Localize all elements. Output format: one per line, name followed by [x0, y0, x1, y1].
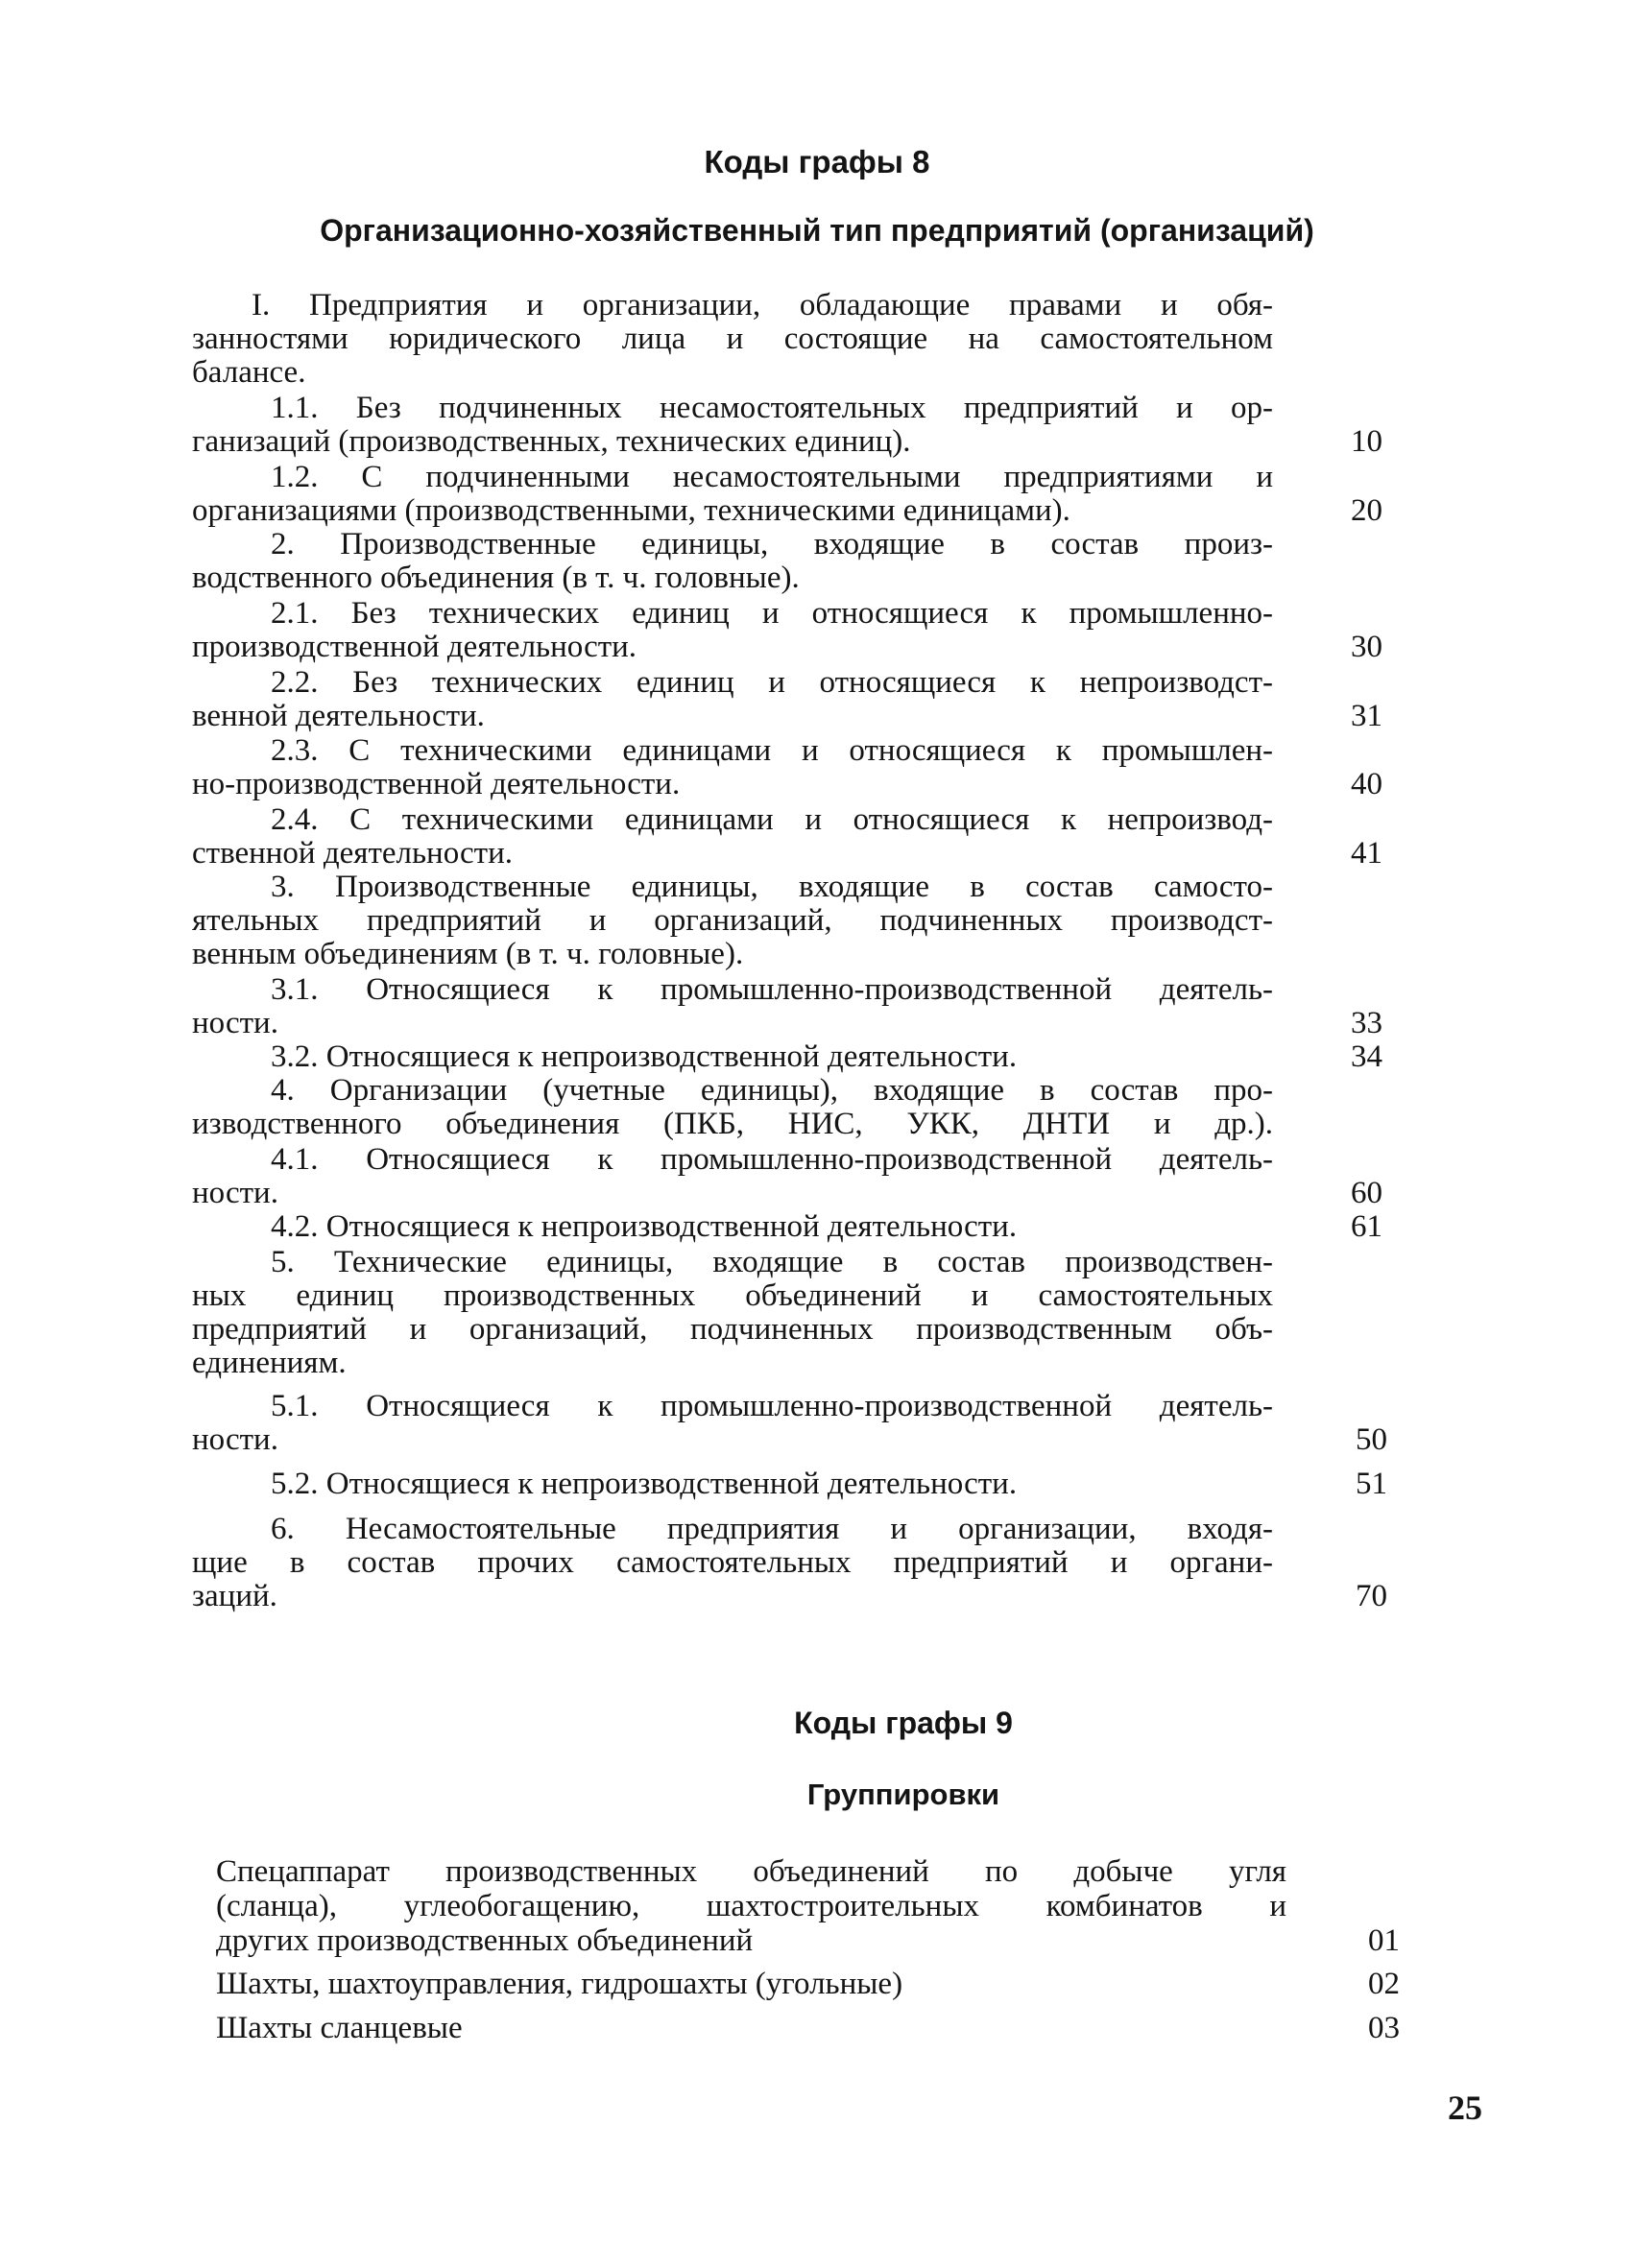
text-line: ственной деятельности.: [192, 836, 513, 871]
text-line: (сланца), углеобогащению, шахтостроительных комбинатов и: [216, 1889, 1286, 1923]
code-value: 70: [1356, 1579, 1387, 1613]
section-9-subheading: Группировки: [806, 1778, 1000, 1811]
section-8-subheading: Организационно-хозяйственный тип предприятий (организаций): [320, 213, 1314, 248]
text-line: организациями (производственными, техническими единицами).: [192, 493, 1070, 528]
code-value: 03: [1368, 2011, 1400, 2045]
text-line: 1.1. Без подчиненных несамостоятельных предприятий и ор-: [271, 391, 1273, 425]
section-8-heading: Коды графы 8: [704, 144, 930, 179]
text-line: предприятий и организаций, подчиненных производственным объ-: [192, 1312, 1273, 1347]
text-line: 4. Организации (учетные единицы), входящие в состав про-: [271, 1073, 1273, 1108]
code-value: 01: [1368, 1923, 1400, 1958]
text-line: 6. Несамостоятельные предприятия и организации, входя-: [271, 1512, 1273, 1546]
code-value: 61: [1351, 1209, 1382, 1244]
text-line: других производственных объединений: [216, 1923, 754, 1958]
text-line: единениям.: [192, 1346, 347, 1380]
text-line: водственного объединения (в т. ч. головные).: [192, 561, 800, 595]
text-line: ных единиц производственных объединений и самостоятельных: [192, 1278, 1273, 1313]
text-line: производственной деятельности.: [192, 630, 637, 664]
text-line: 3.2. Относящиеся к непроизводственной деятельности.: [271, 1039, 1018, 1074]
section-9-heading: Коды графы 9: [794, 1706, 1013, 1740]
text-line: I. Предприятия и организации, обладающие правами и обя-: [252, 288, 1273, 322]
code-value: 33: [1351, 1006, 1382, 1040]
text-line: ности.: [192, 1422, 278, 1457]
text-line: Шахты сланцевые: [216, 2011, 463, 2045]
text-line: ганизаций (производственных, технических единиц).: [192, 424, 911, 459]
text-line: балансе.: [192, 355, 306, 390]
code-value: 40: [1351, 767, 1382, 801]
text-line: 2.4. С техническими единицами и относящиеся к непроизвод-: [271, 802, 1273, 837]
text-line: 2.3. С техническими единицами и относящиеся к промышлен-: [271, 733, 1273, 768]
code-value: 02: [1368, 1967, 1400, 2001]
text-line: 1.2. С подчиненными несамостоятельными предприятиями и: [271, 460, 1273, 494]
text-line: 2.2. Без технических единиц и относящиеся к непроизводст-: [271, 665, 1273, 700]
text-line: изводственного объединения (ПКБ, НИС, УКК, ДНТИ и др.).: [192, 1107, 1273, 1141]
code-value: 30: [1351, 630, 1382, 664]
text-line: 3.1. Относящиеся к промышленно-производственной деятель-: [271, 972, 1273, 1007]
text-line: 4.2. Относящиеся к непроизводственной деятельности.: [271, 1209, 1018, 1244]
text-line: 4.1. Относящиеся к промышленно-производственной деятель-: [271, 1142, 1273, 1177]
text-line: 5.1. Относящиеся к промышленно-производственной деятель-: [271, 1389, 1273, 1423]
text-line: 3. Производственные единицы, входящие в состав самосто-: [271, 870, 1273, 904]
text-line: ности.: [192, 1006, 278, 1040]
text-line: заций.: [192, 1579, 277, 1613]
text-line: Спецаппарат производственных объединений по добыче угля: [216, 1854, 1286, 1889]
code-value: 34: [1351, 1039, 1382, 1074]
text-line: ятельных предприятий и организаций, подчиненных производст-: [192, 903, 1273, 938]
code-value: 50: [1356, 1422, 1387, 1457]
text-line: но-производственной деятельности.: [192, 767, 681, 801]
text-line: ности.: [192, 1176, 278, 1210]
text-line: Шахты, шахтоуправления, гидрошахты (угольные): [216, 1967, 903, 2001]
text-line: 2.1. Без технических единиц и относящиеся к промышленно-: [271, 596, 1273, 631]
text-line: 2. Производственные единицы, входящие в состав произ-: [271, 527, 1273, 561]
text-line: венным объединениям (в т. ч. головные).: [192, 937, 744, 971]
code-value: 60: [1351, 1176, 1382, 1210]
text-line: 5.2. Относящиеся к непроизводственной деятельности.: [271, 1467, 1018, 1501]
code-value: 10: [1351, 424, 1382, 459]
text-line: венной деятельности.: [192, 699, 485, 733]
text-line: 5. Технические единицы, входящие в состав производствен-: [271, 1245, 1273, 1279]
code-value: 31: [1351, 699, 1382, 733]
code-value: 20: [1351, 493, 1382, 528]
page-number: 25: [1448, 2089, 1482, 2127]
text-line: щие в состав прочих самостоятельных предприятий и органи-: [192, 1545, 1273, 1580]
text-line: занностями юридического лица и состоящие на самостоятельном: [192, 322, 1273, 356]
code-value: 51: [1356, 1467, 1387, 1501]
code-value: 41: [1351, 836, 1382, 871]
